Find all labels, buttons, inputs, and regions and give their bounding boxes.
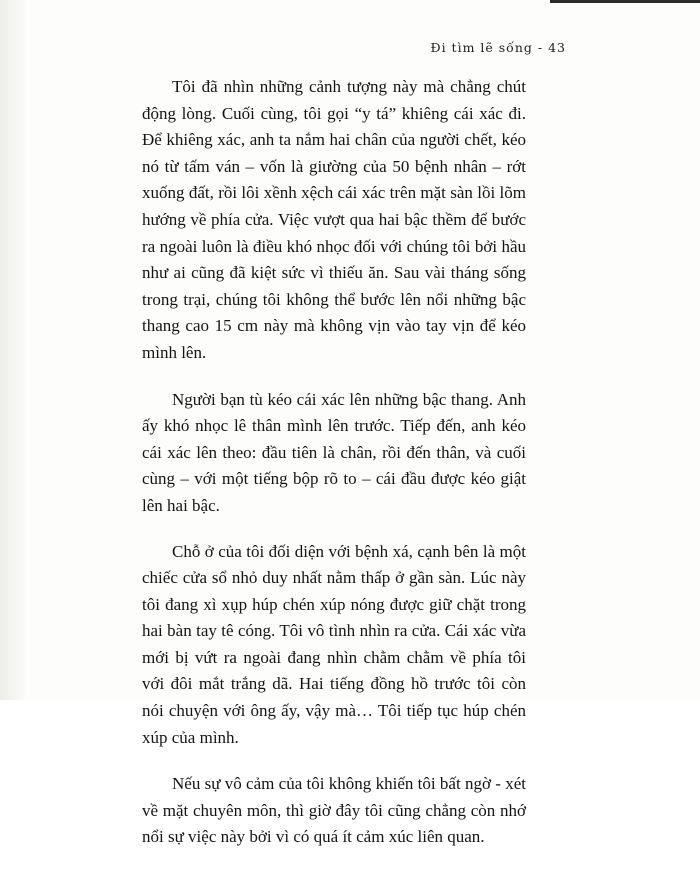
page-number: 43 [548, 40, 566, 55]
header-separator: - [537, 40, 544, 55]
paragraph-4: Nếu sự vô cảm của tôi không khiến tôi bất ngờ - xét về mặt chuyên môn, thì giờ đây tôi cũng chẳng còn nhớ nổi sự việc này bởi vì có quá ít cảm xúc liên quan. [142, 774, 526, 847]
running-header [420, 40, 566, 55]
page-gutter-shadow [0, 0, 28, 700]
book-title: Đi tìm lẽ sống [430, 40, 533, 55]
paragraph-1: Tôi đã nhìn những cảnh tượng này mà chẳng chút động lòng. Cuối cùng, tôi gọi “y tá” khiêng cái xác đi. Để khiêng xác, anh ta nắm hai chân của người chết, kéo nó từ tấm ván – vốn là giường của 50 bệnh nhân – rớt xuống đất, rồi lôi xềnh xệch cái xác trên mặt sàn lồi lõm hướng về phía cửa. Việc vượt qua hai bậc thềm để bước ra ngoài luôn là điều khó nhọc đối với chúng tôi bởi hầu như ai cũng đã kiệt sức vì thiếu ăn. Sau vài tháng sống trong trại, chúng tôi không thể bước lên nổi những bậc thang cao 15 cm này mà không vịn vào tay vịn để kéo mình lên. [142, 77, 526, 362]
paragraph-2: Người bạn tù kéo cái xác lên những bậc thang. Anh ấy khó nhọc lê thân mình lên trước. Tiếp đến, anh kéo cái xác lên theo: đầu tiên là chân, rồi đến thân, và cuối cùng – với một tiếng bộp rõ to – cái đầu được kéo giật lên hai bậc. [142, 389, 526, 515]
paragraph-3: Chỗ ở của tôi đối diện với bệnh xá, cạnh bên là một chiếc cửa sổ nhỏ duy nhất nằm thấp ở gần sàn. Lúc này tôi đang xì xụp húp chén xúp nóng được giữ chặt trong hai bàn tay tê cóng. Tôi vô tình nhìn ra cửa. Cái xác vừa mới bị vứt ra ngoài đang nhìn chằm chằm về phía tôi với đôi mắt trắng dã. Hai tiếng đồng hồ trước tôi còn nói chuyện với ông ấy, vậy mà… Tôi tiếp tục húp chén xúp của mình. [142, 541, 526, 747]
page-body [142, 74, 526, 871]
page-edge-shadow [550, 0, 700, 3]
